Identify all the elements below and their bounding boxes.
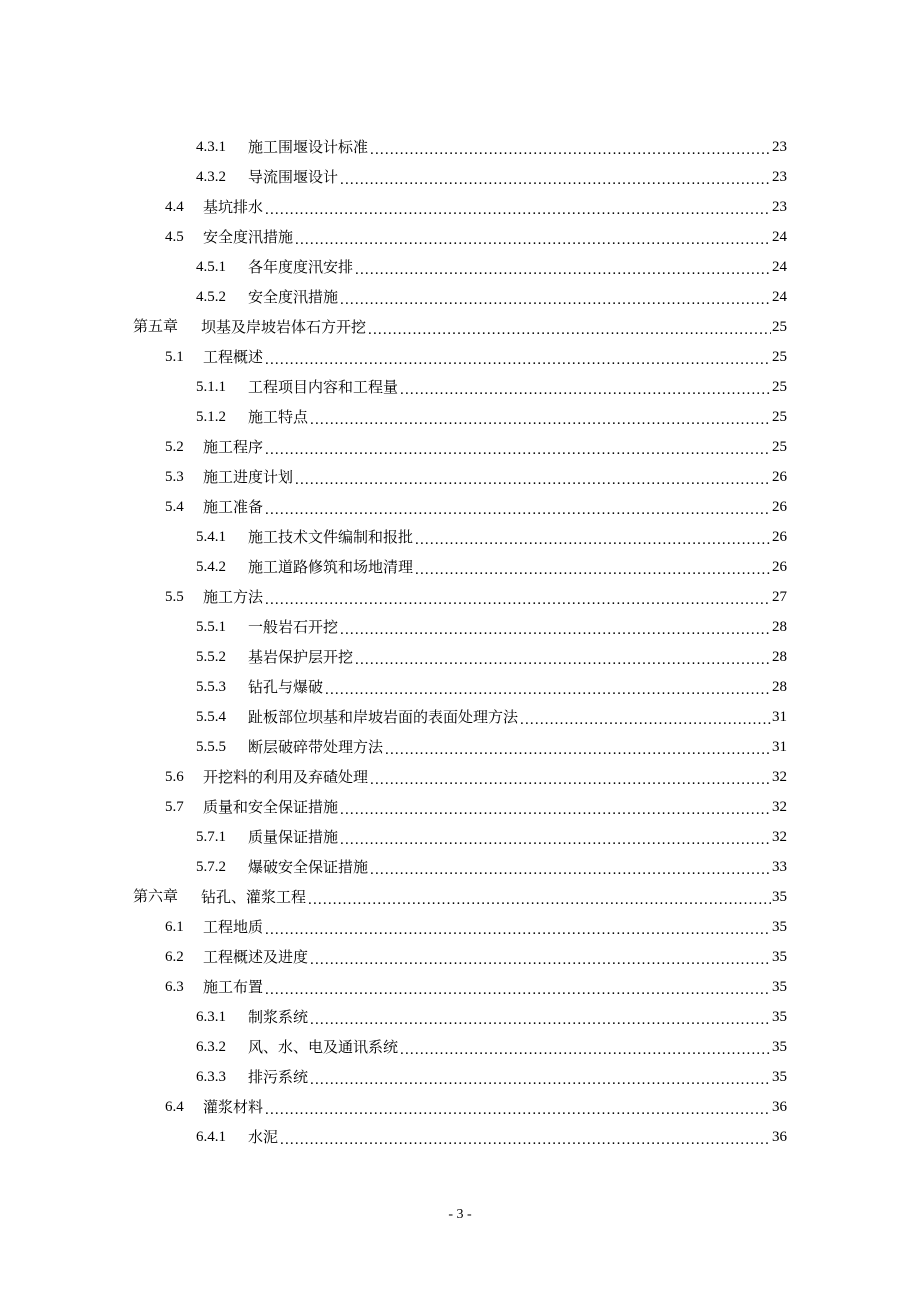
toc-entry-page: 26 xyxy=(772,469,787,485)
dot-leader xyxy=(370,855,771,885)
toc-entry-title: 爆破安全保证措施 xyxy=(248,858,369,876)
toc-entry-page: 28 xyxy=(772,679,787,695)
toc-entry-page: 28 xyxy=(772,649,787,665)
toc-entry-number: 4.5 xyxy=(165,229,184,245)
toc-entry[interactable] xyxy=(0,822,920,852)
toc-entry-number: 5.4 xyxy=(165,499,184,515)
toc-entry-title: 断层破碎带处理方法 xyxy=(248,738,384,756)
toc-entry-number: 4.5.2 xyxy=(196,289,226,305)
toc-entry[interactable] xyxy=(0,942,920,972)
toc-entry-title: 制浆系统 xyxy=(248,1008,309,1026)
toc-entry-number: 5.7 xyxy=(165,799,184,815)
toc-entry[interactable] xyxy=(0,972,920,1002)
toc-entry-number: 4.3.1 xyxy=(196,139,226,155)
toc-entry[interactable] xyxy=(0,192,920,222)
toc-chapter-entry[interactable] xyxy=(0,312,920,342)
toc-entry-title: 导流围堰设计 xyxy=(248,168,339,186)
toc-entry-title: 施工程序 xyxy=(203,438,264,456)
dot-leader xyxy=(265,195,771,225)
toc-entry-number: 6.3 xyxy=(165,979,184,995)
toc-entry[interactable] xyxy=(0,372,920,402)
toc-entry[interactable] xyxy=(0,402,920,432)
toc-entry-page: 25 xyxy=(772,319,787,335)
dot-leader xyxy=(415,555,771,585)
toc-entry-page: 35 xyxy=(772,889,787,905)
dot-leader xyxy=(308,885,771,915)
toc-entry[interactable] xyxy=(0,732,920,762)
toc-entry[interactable] xyxy=(0,852,920,882)
toc-entry-title: 质量保证措施 xyxy=(248,828,339,846)
toc-entry-page: 31 xyxy=(772,739,787,755)
dot-leader xyxy=(370,765,771,795)
toc-entry-page: 36 xyxy=(772,1129,787,1145)
table-of-contents xyxy=(0,132,920,1152)
toc-entry[interactable] xyxy=(0,1122,920,1152)
toc-entry-title: 施工围堰设计标准 xyxy=(248,138,369,156)
toc-entry-number: 5.7.1 xyxy=(196,829,226,845)
dot-leader xyxy=(400,1035,771,1065)
toc-entry-page: 24 xyxy=(772,259,787,275)
toc-entry-page: 23 xyxy=(772,139,787,155)
dot-leader xyxy=(355,645,771,675)
toc-entry-number: 5.5.5 xyxy=(196,739,226,755)
toc-entry-title: 工程概述及进度 xyxy=(203,948,309,966)
toc-entry[interactable] xyxy=(0,222,920,252)
toc-entry-page: 27 xyxy=(772,589,787,605)
toc-entry-number: 6.3.1 xyxy=(196,1009,226,1025)
toc-entry-page: 35 xyxy=(772,1069,787,1085)
dot-leader xyxy=(340,795,771,825)
toc-entry-title: 施工特点 xyxy=(248,408,309,426)
toc-entry-number: 第六章 xyxy=(133,889,179,905)
toc-entry-page: 32 xyxy=(772,769,787,785)
dot-leader xyxy=(265,1095,771,1125)
toc-entry-title: 各年度度汛安排 xyxy=(248,258,354,276)
toc-entry-number: 5.7.2 xyxy=(196,859,226,875)
toc-entry-page: 25 xyxy=(772,409,787,425)
toc-entry-page: 35 xyxy=(772,919,787,935)
toc-entry-number: 6.3.2 xyxy=(196,1039,226,1055)
dot-leader xyxy=(325,675,771,705)
toc-entry[interactable] xyxy=(0,762,920,792)
dot-leader xyxy=(340,825,771,855)
toc-entry-title: 施工道路修筑和场地清理 xyxy=(248,558,414,576)
toc-entry-page: 25 xyxy=(772,349,787,365)
toc-entry-page: 35 xyxy=(772,979,787,995)
dot-leader xyxy=(310,405,771,435)
toc-entry[interactable] xyxy=(0,342,920,372)
toc-entry-page: 25 xyxy=(772,439,787,455)
toc-entry-page: 26 xyxy=(772,499,787,515)
toc-entry-title: 坝基及岸坡岩体石方开挖 xyxy=(201,318,367,336)
toc-entry-number: 5.1.1 xyxy=(196,379,226,395)
toc-entry[interactable] xyxy=(0,282,920,312)
dot-leader xyxy=(385,735,771,765)
toc-entry-title: 一般岩石开挖 xyxy=(248,618,339,636)
toc-entry-number: 5.2 xyxy=(165,439,184,455)
dot-leader xyxy=(370,135,771,165)
dot-leader xyxy=(265,435,771,465)
dot-leader xyxy=(265,495,771,525)
toc-entry[interactable] xyxy=(0,792,920,822)
toc-entry[interactable] xyxy=(0,132,920,162)
dot-leader xyxy=(520,705,771,735)
toc-entry-title: 灌浆材料 xyxy=(203,1098,264,1116)
toc-entry[interactable] xyxy=(0,162,920,192)
toc-entry-page: 32 xyxy=(772,799,787,815)
toc-entry-number: 5.5.3 xyxy=(196,679,226,695)
toc-entry-number: 4.3.2 xyxy=(196,169,226,185)
toc-entry-page: 24 xyxy=(772,229,787,245)
toc-entry-page: 25 xyxy=(772,379,787,395)
dot-leader xyxy=(310,945,771,975)
toc-entry-number: 5.1.2 xyxy=(196,409,226,425)
toc-entry-page: 24 xyxy=(772,289,787,305)
dot-leader xyxy=(340,165,771,195)
toc-entry[interactable] xyxy=(0,492,920,522)
toc-entry-page: 36 xyxy=(772,1099,787,1115)
toc-entry-title: 工程概述 xyxy=(203,348,264,366)
toc-entry-page: 35 xyxy=(772,1009,787,1025)
toc-entry-title: 开挖料的利用及弃碴处理 xyxy=(203,768,369,786)
dot-leader xyxy=(340,615,771,645)
toc-entry[interactable] xyxy=(0,1092,920,1122)
toc-entry[interactable] xyxy=(0,912,920,942)
toc-entry-number: 5.4.2 xyxy=(196,559,226,575)
toc-entry-page: 23 xyxy=(772,199,787,215)
toc-entry-title: 趾板部位坝基和岸坡岩面的表面处理方法 xyxy=(248,708,519,726)
toc-entry-title: 风、水、电及通讯系统 xyxy=(248,1038,399,1056)
toc-entry-title: 排污系统 xyxy=(248,1068,309,1086)
toc-entry-page: 26 xyxy=(772,529,787,545)
dot-leader xyxy=(265,975,771,1005)
toc-entry[interactable] xyxy=(0,612,920,642)
toc-entry[interactable] xyxy=(0,1002,920,1032)
toc-entry-title: 安全度汛措施 xyxy=(248,288,339,306)
dot-leader xyxy=(295,465,771,495)
toc-entry-page: 35 xyxy=(772,1039,787,1055)
dot-leader xyxy=(310,1005,771,1035)
page-number: - 3 - xyxy=(448,1207,472,1222)
dot-leader xyxy=(295,225,771,255)
toc-entry-number: 5.5.1 xyxy=(196,619,226,635)
toc-entry[interactable] xyxy=(0,1032,920,1062)
toc-entry[interactable] xyxy=(0,582,920,612)
toc-entry-number: 5.5 xyxy=(165,589,184,605)
toc-entry-number: 6.4 xyxy=(165,1099,184,1115)
toc-entry[interactable] xyxy=(0,672,920,702)
toc-entry-number: 4.4 xyxy=(165,199,184,215)
toc-entry-page: 33 xyxy=(772,859,787,875)
toc-chapter-entry[interactable] xyxy=(0,882,920,912)
toc-entry[interactable] xyxy=(0,462,920,492)
toc-entry-page: 26 xyxy=(772,559,787,575)
toc-entry-number: 5.1 xyxy=(165,349,184,365)
toc-entry[interactable] xyxy=(0,252,920,282)
toc-entry-number: 第五章 xyxy=(133,319,179,335)
toc-entry-page: 28 xyxy=(772,619,787,635)
dot-leader xyxy=(400,375,771,405)
dot-leader xyxy=(340,285,771,315)
dot-leader xyxy=(368,315,771,345)
dot-leader xyxy=(280,1125,771,1155)
toc-entry-page: 23 xyxy=(772,169,787,185)
toc-entry[interactable] xyxy=(0,702,920,732)
toc-entry-title: 安全度汛措施 xyxy=(203,228,294,246)
toc-entry-number: 5.3 xyxy=(165,469,184,485)
toc-entry[interactable] xyxy=(0,432,920,462)
toc-entry-number: 4.5.1 xyxy=(196,259,226,275)
toc-entry[interactable] xyxy=(0,1062,920,1092)
toc-entry-page: 35 xyxy=(772,949,787,965)
toc-entry-title: 施工准备 xyxy=(203,498,264,516)
toc-entry-page: 32 xyxy=(772,829,787,845)
toc-entry-title: 施工进度计划 xyxy=(203,468,294,486)
dot-leader xyxy=(265,345,771,375)
toc-entry[interactable] xyxy=(0,552,920,582)
dot-leader xyxy=(415,525,771,555)
toc-entry-title: 施工技术文件编制和报批 xyxy=(248,528,414,546)
toc-entry-title: 水泥 xyxy=(248,1128,279,1146)
toc-entry[interactable] xyxy=(0,642,920,672)
toc-entry[interactable] xyxy=(0,522,920,552)
toc-entry-title: 工程项目内容和工程量 xyxy=(248,378,399,396)
toc-entry-number: 5.6 xyxy=(165,769,184,785)
toc-entry-title: 钻孔、灌浆工程 xyxy=(201,888,307,906)
toc-entry-page: 31 xyxy=(772,709,787,725)
toc-entry-title: 施工布置 xyxy=(203,978,264,996)
toc-entry-title: 施工方法 xyxy=(203,588,264,606)
toc-entry-title: 钻孔与爆破 xyxy=(248,678,324,696)
toc-entry-number: 6.3.3 xyxy=(196,1069,226,1085)
toc-entry-number: 5.5.4 xyxy=(196,709,226,725)
toc-entry-number: 5.5.2 xyxy=(196,649,226,665)
toc-entry-title: 基岩保护层开挖 xyxy=(248,648,354,666)
dot-leader xyxy=(310,1065,771,1095)
toc-entry-title: 质量和安全保证措施 xyxy=(203,798,339,816)
dot-leader xyxy=(265,915,771,945)
toc-entry-title: 基坑排水 xyxy=(203,198,264,216)
toc-entry-number: 6.1 xyxy=(165,919,184,935)
toc-entry-title: 工程地质 xyxy=(203,918,264,936)
toc-entry-number: 6.2 xyxy=(165,949,184,965)
toc-entry-number: 6.4.1 xyxy=(196,1129,226,1145)
toc-entry-number: 5.4.1 xyxy=(196,529,226,545)
dot-leader xyxy=(355,255,771,285)
dot-leader xyxy=(265,585,771,615)
